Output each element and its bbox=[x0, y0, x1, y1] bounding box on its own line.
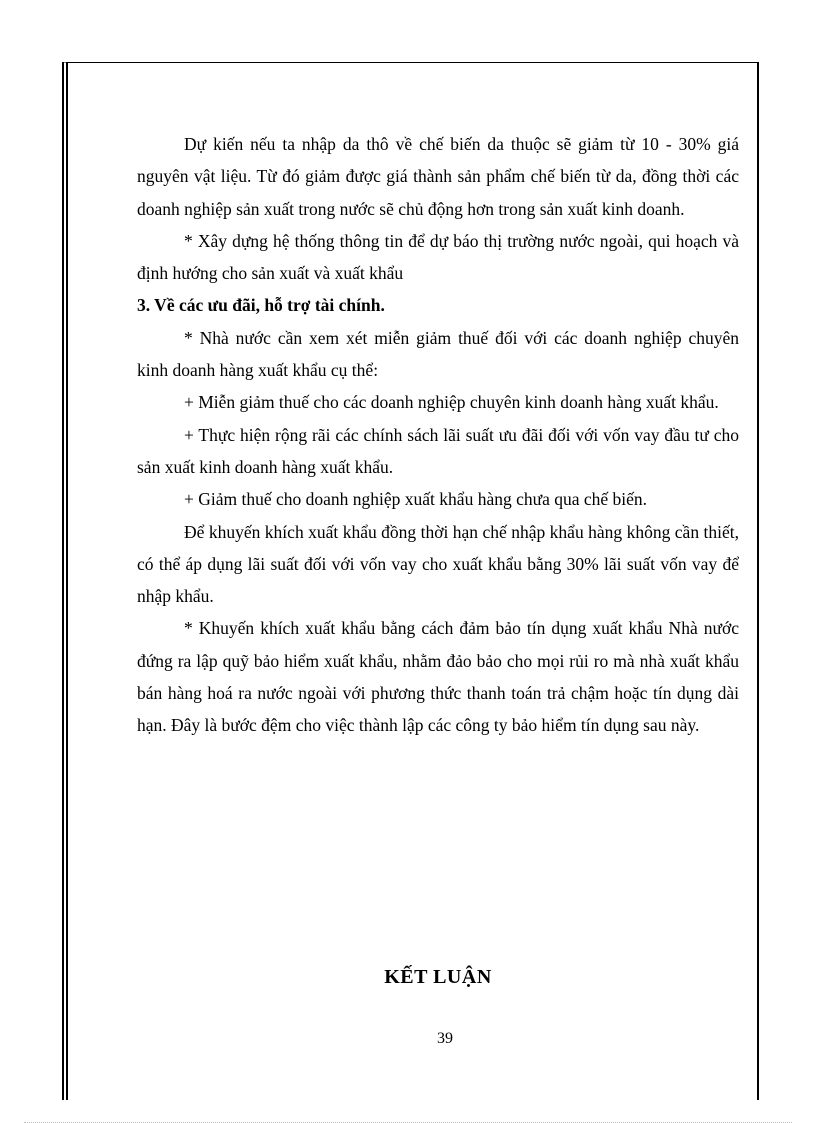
list-item-unprocessed-goods-tax: + Giảm thuế cho doanh nghiệp xuất khẩu hàng chưa qua chế biến. bbox=[184, 489, 648, 510]
paragraph-export-interest-rate: Để khuyến khích xuất khẩu đồng thời hạn chế nhập khẩu hàng không cần thiết, có thể áp dụng lãi suất đối với vốn vay cho xuất khẩu bằng 30% lãi suất vốn vay để nhập khẩu. bbox=[137, 521, 739, 607]
list-item-interest-rate-policy: + Thực hiện rộng rãi các chính sách lãi suất ưu đãi đối với vốn vay đầu tư cho sản xuất kinh doanh hàng xuất khẩu. bbox=[137, 424, 739, 477]
paragraph-information-system: * Xây dựng hệ thống thông tin để dự báo thị trường nước ngoài, qui hoạch và định hướng cho sản xuất và xuất khẩu bbox=[137, 230, 739, 284]
list-item-tax-exemption: + Miễn giảm thuế cho các doanh nghiệp chuyên kinh doanh hàng xuất khẩu. bbox=[184, 392, 719, 413]
document-body bbox=[137, 128, 739, 742]
page-number: 39 bbox=[437, 1030, 453, 1047]
section-heading-financial-incentives: 3. Về các ưu đãi, hỗ trợ tài chính. bbox=[137, 295, 385, 316]
paragraph-leather-import: Dự kiến nếu ta nhập da thô về chế biến da thuộc sẽ giảm từ 10 - 30% giá nguyên vật liệu. Từ đó giảm được giá thành sản phẩm chế biến từ da, đồng thời các doanh nghiệp sản xuất trong nước sẽ chủ động hơn trong sản xuất kinh doanh. bbox=[137, 134, 739, 219]
paragraph-tax-exemption: * Nhà nước cần xem xét miễn giảm thuế đối với các doanh nghiệp chuyên kinh doanh hàng xuất khẩu cụ thể: bbox=[137, 327, 739, 381]
conclusion-heading: KẾT LUẬN bbox=[384, 966, 492, 988]
paragraph-export-credit-insurance: * Khuyến khích xuất khẩu bằng cách đảm bảo tín dụng xuất khẩu Nhà nước đứng ra lập quỹ bảo hiểm xuất khẩu, nhằm đảo bảo cho mọi rủi ro mà nhà xuất khẩu bán hàng hoá ra nước ngoài với phương thức thanh toán trả chậm hoặc tín dụng dài hạn. Đây là bước đệm cho việc thành lập các công ty bảo hiểm tín dụng sau này. bbox=[137, 618, 739, 736]
